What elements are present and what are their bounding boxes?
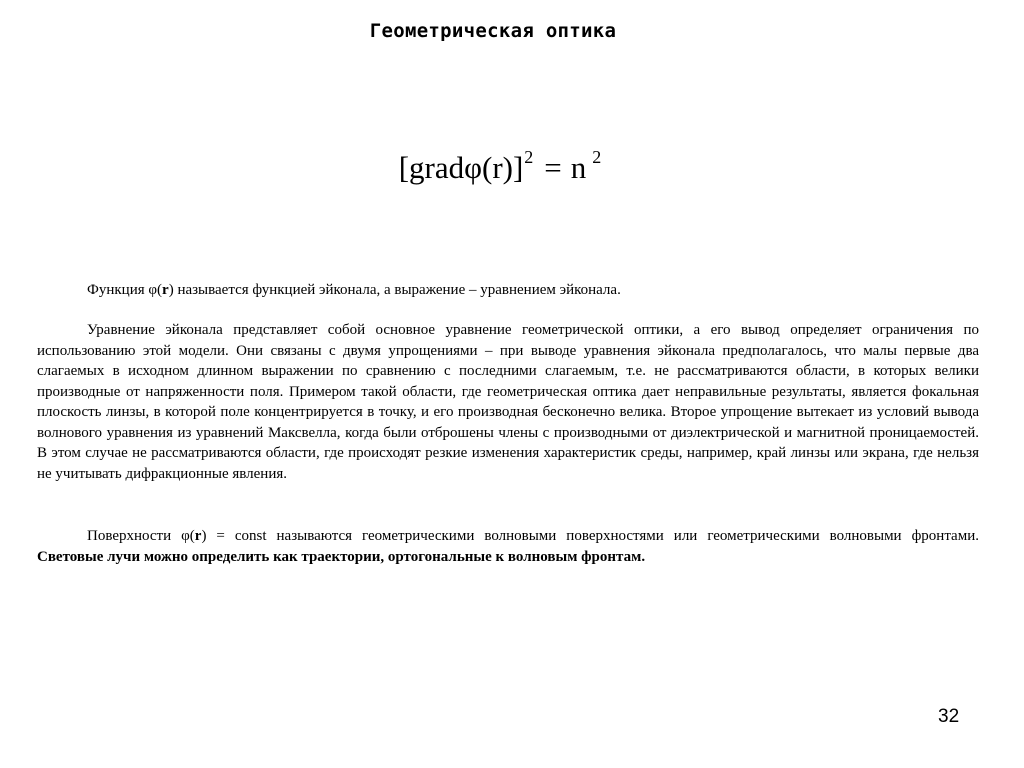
- formula-rhs-exponent: 2: [592, 147, 602, 167]
- paragraph-wavefronts: [37, 526, 979, 567]
- p3-r: r: [194, 528, 202, 544]
- paragraph-eikonal-limitations: [37, 320, 979, 484]
- formula-equals: =: [544, 150, 562, 185]
- formula-lhs: [gradφ(r)]: [398, 150, 524, 185]
- p3-bold-statement: Световые лучи можно определить как траектории, ортогональные к волновым фронтам.: [37, 548, 646, 565]
- p3-middle: ) = const называются геометрическими волновыми поверхностями или геометрическими волновыми фронтами.: [201, 528, 979, 544]
- page-number: 32: [938, 706, 960, 727]
- paragraph-eikonal-definition: [37, 280, 979, 301]
- formula-rhs: n: [570, 150, 587, 185]
- p2-text: Уравнение эйконала представляет собой основное уравнение геометрической оптики, а его вывод определяет ограничения по использованию этой модели. Они связаны с двумя упрощениями – при выводе уравнения эйконала предполагалось, что малы первые два слагаемых в исходном длинном выражении по сравнению с последними слагаемым, т.е. не рассматриваются области, в которых велики производные от напряженности поля. Примером такой области, где геометрическая оптика дает неправильные результаты, является фокальная плоскость линзы, в которой поле концентрируется в точку, и его производная бесконечно велика. Второе упрощение вытекает из условий вывода волнового уравнения из уравнений Максвелла, когда были отброшены члены с производными от диэлектрической и магнитной проницаемостей. В этом случае не рассматриваются области, где происходят резкие изменения характеристик среды, например, край линзы или экрана, где нельзя не учитывать дифракционные явления.: [37, 322, 979, 482]
- p3-phi: φ(: [181, 528, 195, 544]
- p1-suffix: ) называется функцией эйконала, а выражение – уравнением эйконала.: [168, 282, 621, 298]
- p1-prefix: Функция: [87, 282, 149, 298]
- p1-phi: φ(: [148, 282, 163, 298]
- formula-lhs-exponent: 2: [524, 147, 534, 167]
- eikonal-equation: [0, 146, 1000, 194]
- p1-r: r: [162, 282, 169, 298]
- p3-prefix: Поверхности: [87, 528, 182, 544]
- slide-title: Геометрическая оптика: [369, 20, 617, 42]
